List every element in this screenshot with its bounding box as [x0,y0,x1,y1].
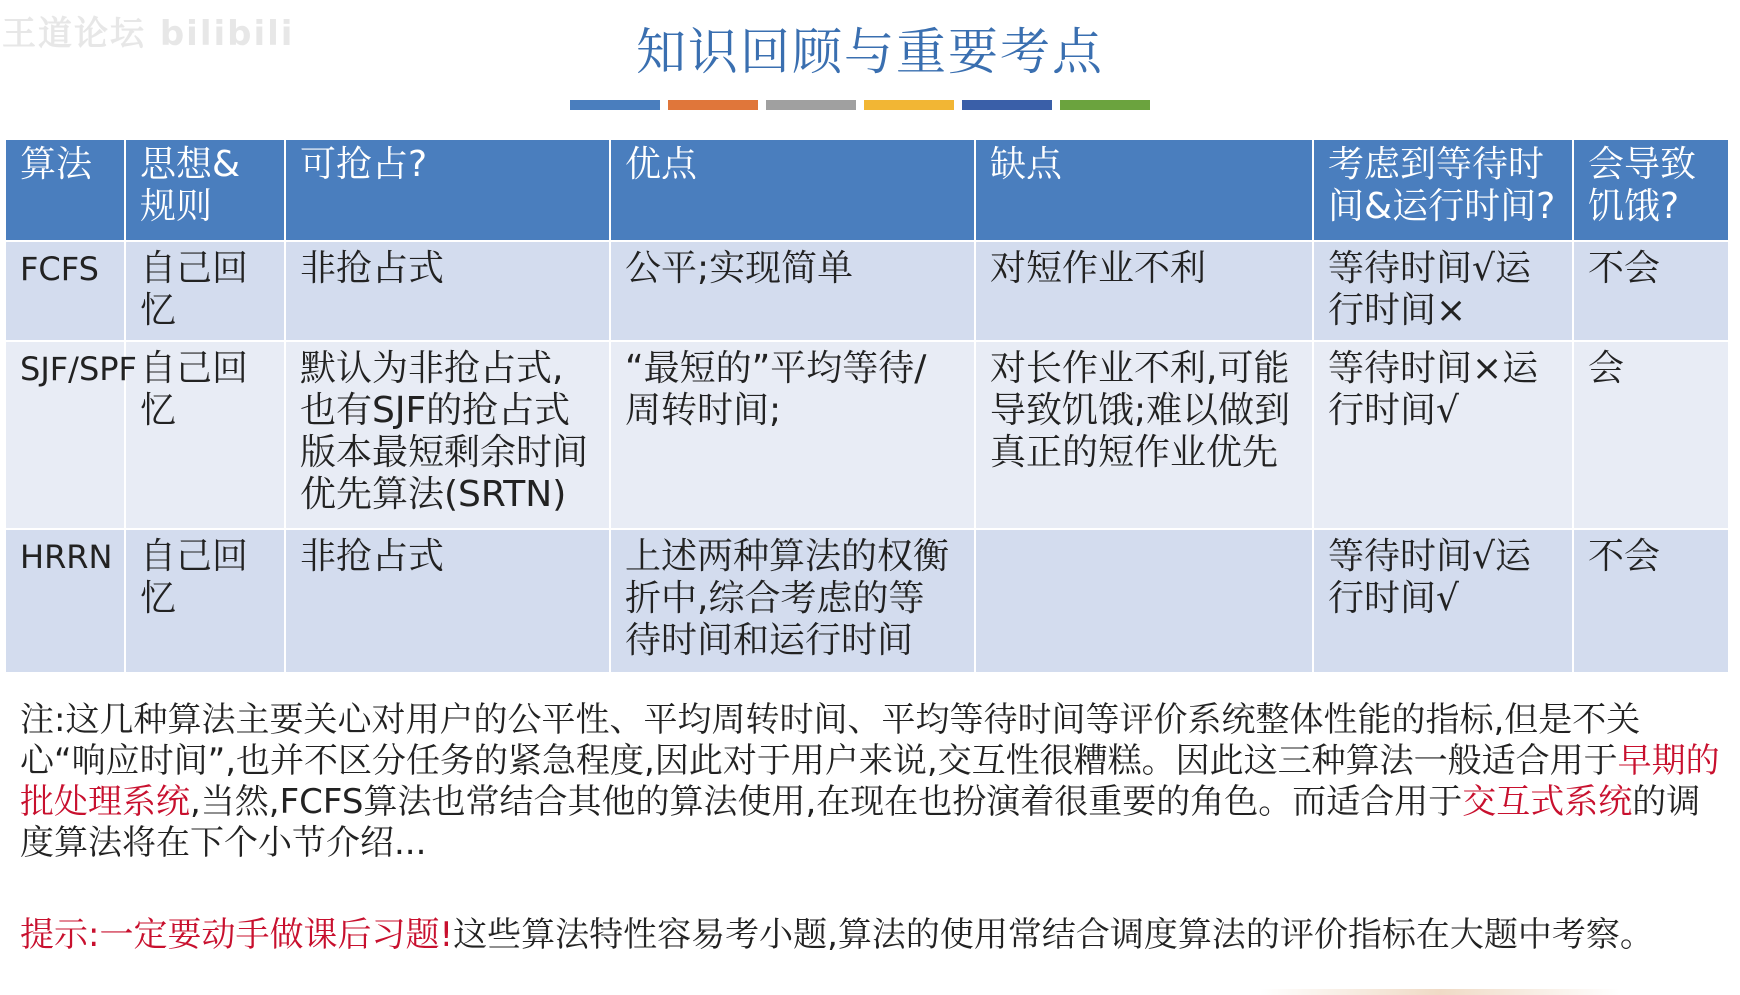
cell-algorithm: HRRN [5,529,125,673]
cell-wait-run: 等待时间√运行时间× [1313,241,1573,341]
cell-wait-run: 等待时间×运行时间√ [1313,341,1573,529]
cell-cons [975,529,1313,673]
slide-title: 知识回顾与重要考点 [636,23,1104,81]
note-paragraph [20,700,1720,864]
cell-algorithm: FCFS [5,241,125,341]
note-text-2: ,当然,FCFS算法也常结合其他的算法使用,在现在也扮演着很重要的角色。而适合用于 [190,782,1463,822]
note-text-3: 的调度算法将在下个小节介绍... [20,782,1701,863]
cell-rule: 自己回忆 [125,529,285,673]
cell-pros: “最短的”平均等待/周转时间; [610,341,975,529]
cell-rule: 自己回忆 [125,241,285,341]
table-row [5,341,1729,529]
cell-pros: 上述两种算法的权衡折中,综合考虑的等待时间和运行时间 [610,529,975,673]
table-row [5,529,1729,673]
watermark: 王道论坛 bilibili [2,14,295,54]
cell-starvation: 不会 [1573,529,1729,673]
note-text-1: 注:这几种算法主要关心对用户的公平性、平均周转时间、平均等待时间等评价系统整体性能的指标,但是不关心“响应时间”,也并不区分任务的紧急程度,因此对于用户来说,交互性很糟糕。因此这三种算法一般适合用于 [20,700,1641,781]
cell-cons: 对长作业不利,可能导致饥饿;难以做到真正的短作业优先 [975,341,1313,529]
hint-paragraph [20,915,1720,956]
bottom-decoration [1260,989,1620,995]
cell-starvation: 不会 [1573,241,1729,341]
header-preemptive: 可抢占? [285,139,610,241]
table-header-row [5,139,1729,241]
cell-cons: 对短作业不利 [975,241,1313,341]
cell-preemptive: 默认为非抢占式,也有SJF的抢占式版本最短剩余时间优先算法(SRTN) [285,341,610,529]
cell-algorithm: SJF/SPF [5,341,125,529]
cell-pros: 公平;实现简单 [610,241,975,341]
note-highlight-interactive-systems: 交互式系统 [1462,782,1633,822]
cell-wait-run: 等待时间√运行时间√ [1313,529,1573,673]
color-bar-segment-3 [766,100,856,110]
cell-preemptive: 非抢占式 [285,529,610,673]
color-bar-segment-2 [668,100,758,110]
color-bar-segment-4 [864,100,954,110]
title-color-bar [570,100,1150,110]
header-starvation: 会导致饥饿? [1573,139,1729,241]
cell-rule: 自己回忆 [125,341,285,529]
color-bar-segment-1 [570,100,660,110]
note-highlight-batch-systems: 早期的批处理系统 [20,741,1720,822]
hint-text: 这些算法特性容易考小题,算法的使用常结合调度算法的评价指标在大题中考察。 [453,915,1654,955]
table-row [5,241,1729,341]
header-rule: 思想&规则 [125,139,285,241]
cell-starvation: 会 [1573,341,1729,529]
header-algorithm: 算法 [5,139,125,241]
hint-label: 提示:一定要动手做课后习题! [20,915,454,955]
algorithm-summary-table [4,138,1730,674]
cell-preemptive: 非抢占式 [285,241,610,341]
color-bar-segment-6 [1060,100,1150,110]
color-bar-segment-5 [962,100,1052,110]
header-pros: 优点 [610,139,975,241]
header-cons: 缺点 [975,139,1313,241]
header-wait-run: 考虑到等待时间&运行时间? [1313,139,1573,241]
